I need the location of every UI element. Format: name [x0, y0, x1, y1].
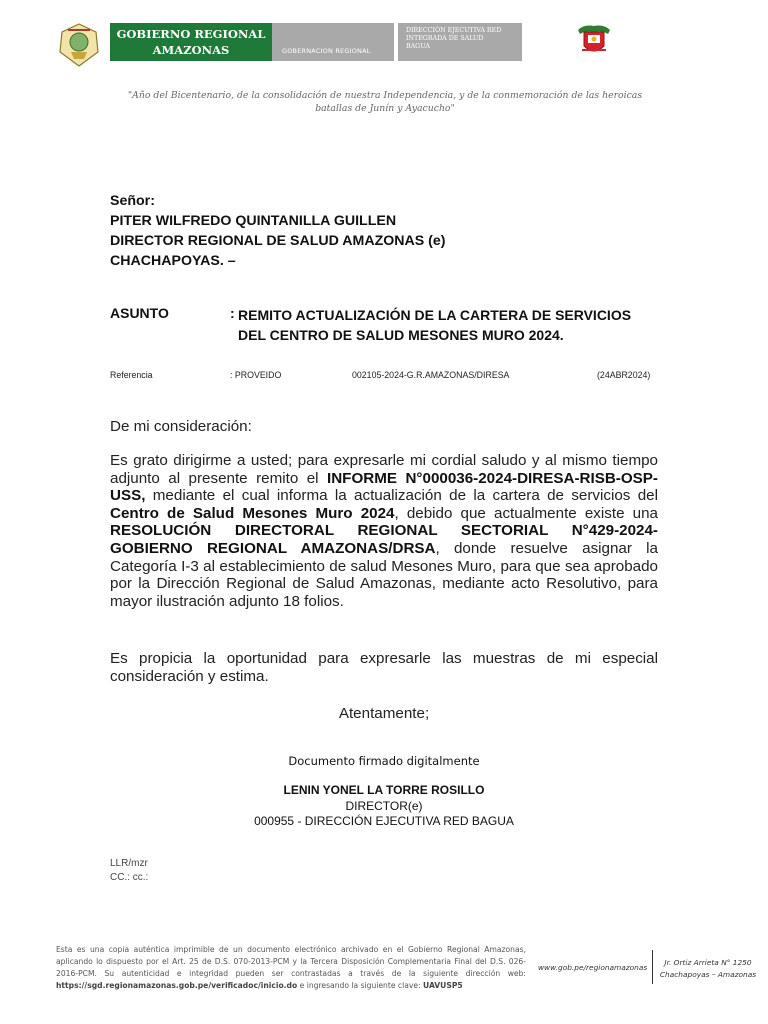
direccion-line2: INTEGRADA DE SALUD — [406, 35, 484, 42]
asunto-colon: : — [230, 305, 235, 321]
p1-text-c: mediante el cual informa la actualización de la cartera de servicios del — [145, 487, 658, 505]
org-name-line1: GOBIERNO REGIONAL — [116, 27, 266, 41]
notice-text-b: e ingresando la siguiente clave: — [297, 981, 424, 990]
year-motto — [118, 89, 652, 115]
referencia-type: : PROVEIDO — [230, 370, 282, 380]
asunto-line1: REMITO ACTUALIZACIÓN DE LA CARTERA DE SERVICIOS — [238, 307, 632, 323]
verification-link[interactable]: https://sgd.regionamazonas.gob.pe/verificadoc/inicio.do — [56, 981, 298, 990]
asunto-text — [238, 305, 662, 345]
recipient-name: PITER WILFREDO QUINTANILLA GUILLEN — [110, 213, 397, 229]
direccion-line3: BAGUA — [406, 43, 430, 50]
p1-text-g: , donde resuelve asignar la Categoría I-3 al establecimiento de salud Mesones Muro, para que sea aprobado por la Dirección Regional de Salud Amazonas, mediante acto Resolutivo, para mayor ilustración adjunto 18 folios. — [110, 539, 658, 610]
referencia-date: (24ABR2024) — [597, 370, 651, 380]
peru-coat-of-arms-icon — [574, 20, 614, 60]
digital-signature-note: Documento firmado digitalmente — [288, 754, 480, 768]
authenticity-notice — [56, 944, 526, 992]
referencia-label: Referencia — [110, 370, 153, 380]
signer-name: LENIN YONEL LA TORRE ROSILLO — [283, 783, 485, 797]
verification-key: UAVUSP5 — [423, 981, 463, 990]
notice-text-a: Esta es una copia auténtica imprimible de un documento electrónico archivado en el Gobierno Regional Amazonas, aplicando lo dispuesto por el Art. 25 de D.S. 070-2013-PCM y la Tercera Disposición Complementaria Final del D.S. 026-2016-PCM. Su autenticidad e integridad pueden ser contrastadas a través de la siguiente dirección web: — [56, 945, 526, 978]
website-link[interactable]: www.gob.pe/regionamazonas — [538, 963, 648, 972]
footer-address — [658, 957, 758, 980]
initials-line1: LLR/mzr — [110, 858, 148, 869]
asunto-label: ASUNTO — [110, 305, 169, 321]
regional-emblem-icon — [56, 22, 102, 68]
recipient-city: CHACHAPOYAS. – — [110, 253, 236, 269]
signer-block — [110, 783, 658, 830]
salutation: Señor: — [110, 193, 155, 209]
recipient-block — [110, 191, 446, 271]
p1-text-e: , debido que actualmente existe una — [394, 504, 658, 522]
address-line1: Jr. Ortiz Arrieta N° 1250 — [664, 958, 752, 967]
gobernacion-band: GOBERNACION REGIONAL — [272, 23, 394, 61]
initials-line2: CC.: cc.: — [110, 871, 149, 883]
letterhead — [56, 20, 716, 70]
p1-text-a: Es grato dirigirme a usted; para expresarle mi cordial saludo y al mismo tiempo adjunto al presente remito el — [110, 452, 658, 487]
org-name-band — [110, 23, 272, 61]
signer-office: 000955 - DIRECCIÓN EJECUTIVA RED BAGUA — [254, 814, 514, 828]
org-name-line2: AMAZONAS — [152, 43, 230, 57]
direccion-line1: DIRECCIÓN EJECUTIVA RED — [406, 27, 502, 34]
resolution-reference: RESOLUCIÓN DIRECTORAL REGIONAL SECTORIAL N°429-2024-GOBIERNO REGIONAL AMAZONAS/DRSA — [110, 522, 658, 557]
health-center-name: Centro de Salud Mesones Muro 2024 — [110, 504, 395, 522]
body-paragraph-2: Es propicia la oportunidad para expresarle las muestras de mi especial consideración y estima. — [110, 650, 658, 685]
direccion-band — [398, 23, 522, 61]
referencia-number: 002105-2024-G.R.AMAZONAS/DIRESA — [352, 370, 510, 380]
address-line2: Chachapoyas – Amazonas — [659, 969, 757, 979]
signer-title: DIRECTOR(e) — [345, 798, 423, 813]
footer-divider — [652, 950, 653, 984]
body-paragraph-1 — [110, 452, 658, 610]
greeting: De mi consideración: — [110, 418, 252, 435]
initials-block — [110, 857, 148, 884]
asunto-line2: DEL CENTRO DE SALUD MESONES MURO 2024. — [238, 327, 564, 343]
recipient-position: DIRECTOR REGIONAL DE SALUD AMAZONAS (e) — [110, 233, 446, 249]
informe-reference: INFORME N°000036-2024-DIRESA-RISB-OSP-USS, — [110, 469, 658, 505]
motto-line2: batallas de Junín y Ayacucho" — [315, 103, 455, 114]
motto-line1: "Año del Bicentenario, de la consolidación de nuestra Independencia, y de la conmemoración de las heroicas — [127, 90, 643, 101]
closing: Atentamente; — [338, 705, 430, 722]
